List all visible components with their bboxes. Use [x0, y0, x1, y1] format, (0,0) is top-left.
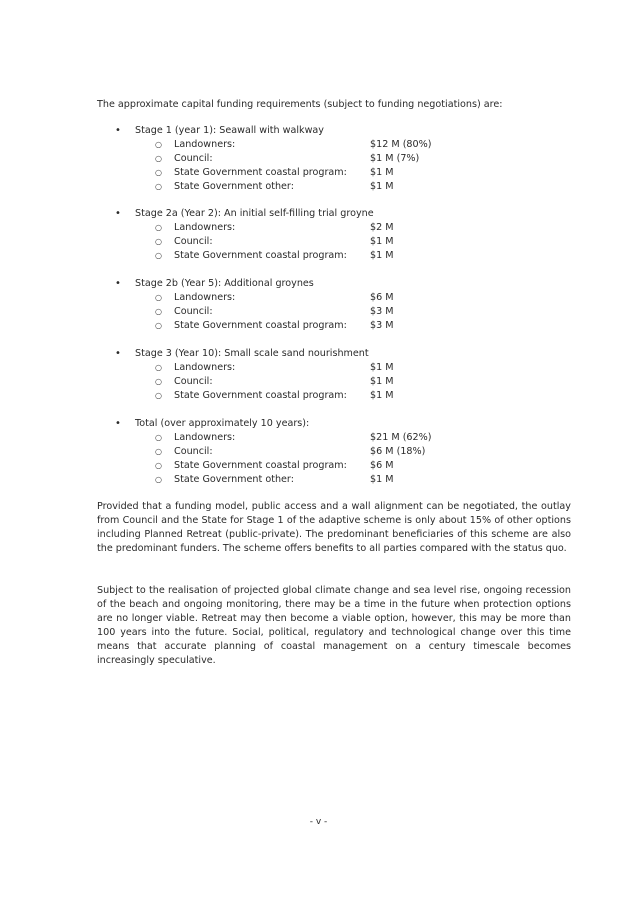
funding-row	[115, 221, 585, 235]
sub-bullet-icon: ○	[155, 140, 162, 149]
stage-heading	[115, 417, 585, 431]
funder-label: State Government coastal program:	[174, 250, 347, 261]
sub-bullet-icon: ○	[155, 237, 162, 246]
funding-amount: $1 M	[370, 376, 394, 387]
funding-amount: $6 M (18%)	[370, 446, 426, 457]
sub-bullet-icon: ○	[155, 223, 162, 232]
funding-amount: $2 M	[370, 222, 394, 233]
funder-label: State Government coastal program:	[174, 390, 347, 401]
funding-row	[115, 305, 585, 319]
paragraph-future-outlook: Subject to the realisation of projected global climate change and sea level rise, ongoing recession of the beach and ongoing monitoring, there may be a time in the future when protection options are no longer viable. Retreat may then become a viable option, however, this may be more than 100 years into the future. Social, political, regulatory and technological change over this time means that accurate planning of coastal management on a century timescale becomes increasingly speculative.	[97, 585, 571, 666]
paragraph-funding-summary: Provided that a funding model, public access and a wall alignment can be negotiated, the outlay from Council and the State for Stage 1 of the adaptive scheme is only about 15% of other options including Planned Retreat (public-private). The predominant beneficiaries of this scheme are also the predominant funders. The scheme offers benefits to all parties compared with the status quo.	[97, 501, 571, 554]
stage-title: Stage 3 (Year 10): Small scale sand nourishment	[135, 348, 369, 359]
funding-row	[115, 291, 585, 305]
stage-heading	[115, 124, 585, 138]
sub-bullet-icon: ○	[155, 377, 162, 386]
stage-2a-item	[115, 207, 585, 263]
funding-amount: $1 M	[370, 250, 394, 261]
sub-bullet-icon: ○	[155, 433, 162, 442]
funding-row	[115, 389, 585, 403]
stage-heading	[115, 347, 585, 361]
funding-amount: $1 M	[370, 362, 394, 373]
funder-label: State Government coastal program:	[174, 320, 347, 331]
funder-label: Landowners:	[174, 292, 236, 303]
stage-3-item	[115, 347, 585, 403]
funding-row	[115, 473, 585, 487]
funding-amount: $12 M (80%)	[370, 139, 432, 150]
sub-bullet-icon: ○	[155, 293, 162, 302]
funding-row	[115, 249, 585, 263]
sub-bullet-icon: ○	[155, 321, 162, 330]
funding-row	[115, 361, 585, 375]
funding-row	[115, 180, 585, 194]
funder-label: State Government other:	[174, 181, 294, 192]
funding-amount: $1 M (7%)	[370, 153, 420, 164]
funding-row	[115, 445, 585, 459]
funding-amount: $3 M	[370, 320, 394, 331]
total-item	[115, 417, 585, 487]
page-number: - v -	[309, 817, 328, 827]
funder-label: Council:	[174, 236, 213, 247]
sub-bullet-icon: ○	[155, 461, 162, 470]
sub-bullet-icon: ○	[155, 182, 162, 191]
sub-bullet-icon: ○	[155, 251, 162, 260]
funding-amount: $1 M	[370, 236, 394, 247]
sub-bullet-icon: ○	[155, 391, 162, 400]
stage-title: Stage 2b (Year 5): Additional groynes	[135, 278, 314, 289]
funder-label: Landowners:	[174, 362, 236, 373]
funding-amount: $1 M	[370, 390, 394, 401]
stage-2b-item	[115, 277, 585, 333]
funding-amount: $6 M	[370, 292, 394, 303]
funder-label: Landowners:	[174, 139, 236, 150]
funding-amount: $3 M	[370, 306, 394, 317]
funding-row	[115, 431, 585, 445]
stage-title: Stage 2a (Year 2): An initial self-filling trial groyne	[135, 208, 374, 219]
bullet-icon: •	[115, 348, 121, 359]
funding-amount: $1 M	[370, 167, 394, 178]
funding-row	[115, 459, 585, 473]
sub-bullet-icon: ○	[155, 307, 162, 316]
stage-title: Stage 1 (year 1): Seawall with walkway	[135, 125, 324, 136]
funding-row	[115, 152, 585, 166]
funding-row	[115, 138, 585, 152]
sub-bullet-icon: ○	[155, 447, 162, 456]
bullet-icon: •	[115, 208, 121, 219]
funder-label: Landowners:	[174, 432, 236, 443]
funder-label: Landowners:	[174, 222, 236, 233]
bullet-icon: •	[115, 125, 121, 136]
funder-label: State Government coastal program:	[174, 460, 347, 471]
funder-label: Council:	[174, 306, 213, 317]
funding-amount: $21 M (62%)	[370, 432, 432, 443]
funder-label: Council:	[174, 446, 213, 457]
funding-row	[115, 319, 585, 333]
sub-bullet-icon: ○	[155, 475, 162, 484]
funder-label: State Government other:	[174, 474, 294, 485]
sub-bullet-icon: ○	[155, 154, 162, 163]
funder-label: Council:	[174, 376, 213, 387]
funding-row	[115, 375, 585, 389]
stage-1-item	[115, 124, 585, 194]
funding-row	[115, 235, 585, 249]
funding-amount: $1 M	[370, 181, 394, 192]
stage-title: Total (over approximately 10 years):	[135, 418, 310, 429]
sub-bullet-icon: ○	[155, 168, 162, 177]
funding-row	[115, 166, 585, 180]
stage-heading	[115, 277, 585, 291]
funding-amount: $1 M	[370, 474, 394, 485]
bullet-icon: •	[115, 278, 121, 289]
funder-label: Council:	[174, 153, 213, 164]
funder-label: State Government coastal program:	[174, 167, 347, 178]
funding-amount: $6 M	[370, 460, 394, 471]
stage-heading	[115, 207, 585, 221]
intro-text: The approximate capital funding requirements (subject to funding negotiations) are:	[97, 99, 503, 110]
bullet-icon: •	[115, 418, 121, 429]
sub-bullet-icon: ○	[155, 363, 162, 372]
